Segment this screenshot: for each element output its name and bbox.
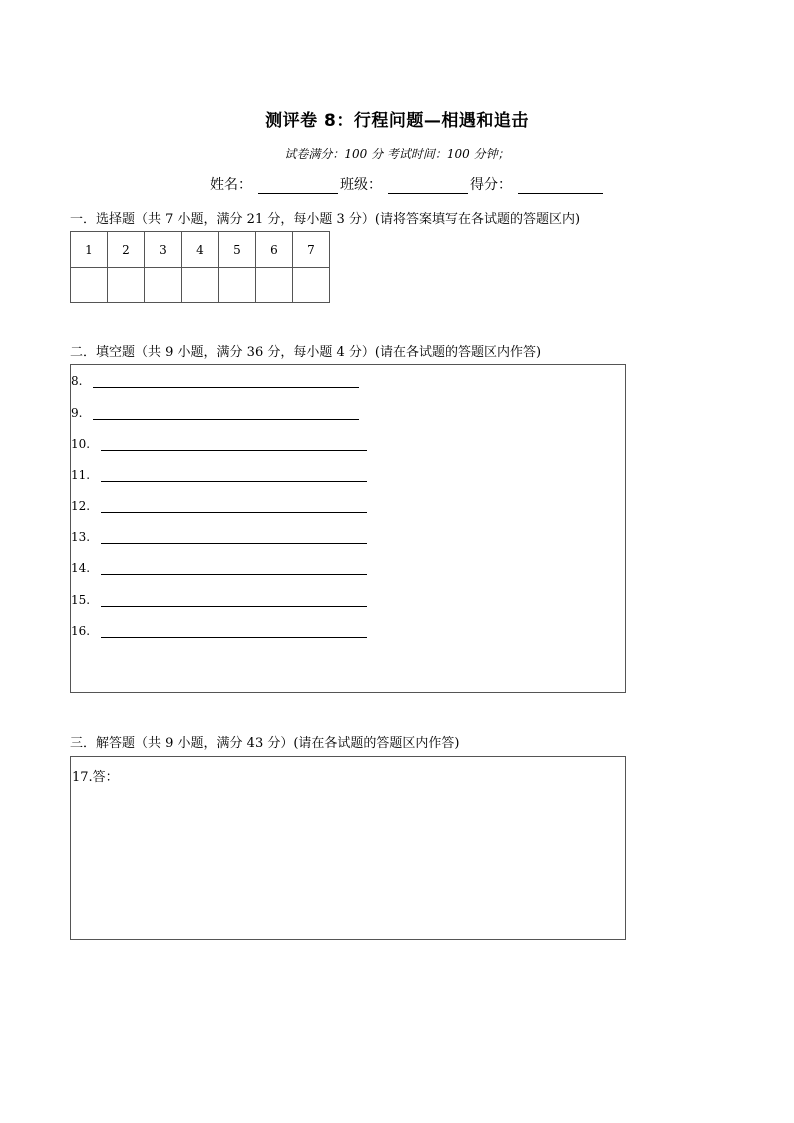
page-title: 测评卷 8：行程问题—相遇和追击 [265,111,529,131]
answer-label: 17.答： [72,770,119,785]
exam-subtitle: 试卷满分：100 分 考试时间：100 分钟； [284,147,510,161]
fill-answer-line [71,593,367,607]
section3-heading: 三．解答题（共 9 小题，满分 43 分）(请在各试题的答题区内作答) [70,736,460,751]
score-field[interactable] [518,178,603,194]
class-field[interactable] [388,178,468,194]
choice-answer-cell[interactable] [182,268,219,303]
question-number: 14. [71,561,91,575]
choice-answer-cell[interactable] [71,268,108,303]
choice-number-cell: 7 [293,232,330,268]
choice-answer-row [71,268,330,303]
fill-answer-line [71,530,367,544]
question-number: 9. [71,406,83,420]
question-number: 15. [71,593,91,607]
fill-answer-line [71,468,367,482]
choice-number-cell: 2 [108,232,145,268]
question-number: 11. [71,468,91,482]
answer-blank[interactable] [101,500,367,513]
choice-answer-cell[interactable] [145,268,182,303]
name-label: 姓名： [210,177,252,193]
choice-answer-cell[interactable] [256,268,293,303]
choice-number-cell: 6 [256,232,293,268]
fill-answer-line [71,561,367,575]
choice-number-row [71,232,330,268]
fill-answer-line [71,624,367,638]
choice-number-cell: 5 [219,232,256,268]
choice-number-cell: 4 [182,232,219,268]
student-info-row [210,174,603,194]
score-label: 得分： [470,177,512,193]
solution-answer-box[interactable] [70,756,626,940]
fill-in-answer-box [70,364,626,693]
question-number: 12. [71,499,91,513]
choice-answer-cell[interactable] [108,268,145,303]
fill-answer-line [71,406,359,420]
answer-blank[interactable] [101,531,367,544]
choice-number-cell: 1 [71,232,108,268]
question-number: 8. [71,374,83,388]
choice-answer-table [70,231,330,303]
answer-blank[interactable] [101,469,367,482]
answer-blank[interactable] [101,438,367,451]
section1-heading: 一．选择题（共 7 小题，满分 21 分，每小题 3 分）(请将答案填写在各试题的答题区内) [70,212,581,227]
answer-blank[interactable] [101,625,367,638]
fill-answer-line [71,437,367,451]
fill-answer-line [71,499,367,513]
answer-blank[interactable] [93,375,359,388]
question-number: 10. [71,437,91,451]
answer-blank[interactable] [101,562,367,575]
question-number: 16. [71,624,91,638]
class-label: 班级： [340,177,382,193]
section2-heading: 二．填空题（共 9 小题，满分 36 分，每小题 4 分）(请在各试题的答题区内作答) [70,345,542,360]
question-number: 13. [71,530,91,544]
fill-answer-line [71,374,359,388]
choice-number-cell: 3 [145,232,182,268]
name-field[interactable] [258,178,338,194]
answer-blank[interactable] [101,594,367,607]
answer-blank[interactable] [93,407,359,420]
choice-answer-cell[interactable] [293,268,330,303]
choice-answer-cell[interactable] [219,268,256,303]
